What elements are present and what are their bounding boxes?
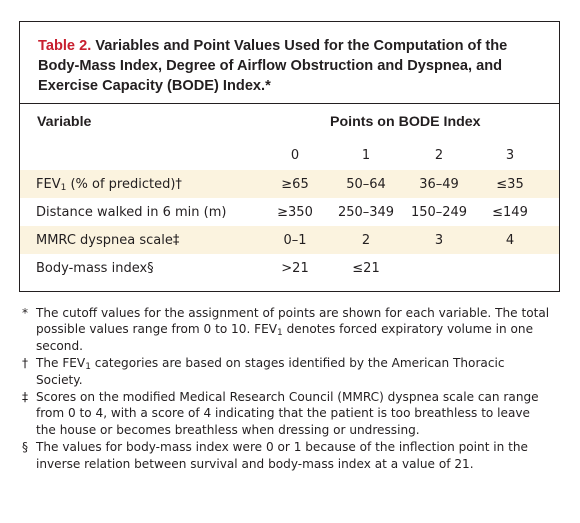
- row-label-distance: Distance walked in 6 min (m): [36, 205, 227, 220]
- row-label-bmi: Body-mass index§: [36, 261, 154, 276]
- column-header-variable: Variable: [37, 114, 92, 130]
- footnote-dagger: † The $FEV_1$ categories are based on stages identified by the American Thoracic Society.: [22, 356, 505, 387]
- row-label-fev1: $FEV_1$ (% of predicted)†: [36, 177, 182, 193]
- footnote-double-dagger: ‡ Scores on the modified Medical Research Council (MMRC) dyspnea scale can range from 0 to 4, with a score of 4 indicating that the patient is too breathless to leave the house or becomes breathless when dressing or undressing.: [22, 390, 539, 437]
- column-header-points: Points on BODE Index: [330, 114, 481, 130]
- footnotes: [21, 305, 551, 473]
- table-label: Table 2.: [38, 38, 92, 54]
- table-title: Variables and Point Values Used for the Computation of the Body-Mass Index, Degree of Airflow Obstruction and Dyspnea, and Exercise Capacity (BODE) Index.*: [38, 38, 508, 94]
- table-caption: [38, 36, 543, 96]
- footnote-asterisk: * The cutoff values for the assignment of points are shown for each variable. The total possible values range from 0 to 10. $FEV_1$ denotes forced expiratory volume in one second.: [22, 306, 550, 353]
- header-rule: [20, 103, 559, 104]
- row-label-mmrc: MMRC dyspnea scale‡: [36, 233, 180, 248]
- footnote-section: § The values for body-mass index were 0 or 1 because of the inflection point in the inverse relation between survival and body-mass index at a value of 21.: [22, 440, 528, 471]
- table-frame: Table 2. Variables and Point Values Used for the Computation of the Body-Mass Index, Degree of Airflow Obstruction and Dyspnea, and Exercise Capacity (BODE) Index.* Variable Points on BODE Index 0 1 2 3 $FEV_1$ (% of predicted)† ≥65 50–64 36–49 ≤35 Distance walked in 6 min (m) ≥350 250–349 150–249 ≤149 MMRC dyspnea scale‡ 0–1 2 3 4 Body-mass index§ >21 ≤21: [19, 21, 560, 292]
